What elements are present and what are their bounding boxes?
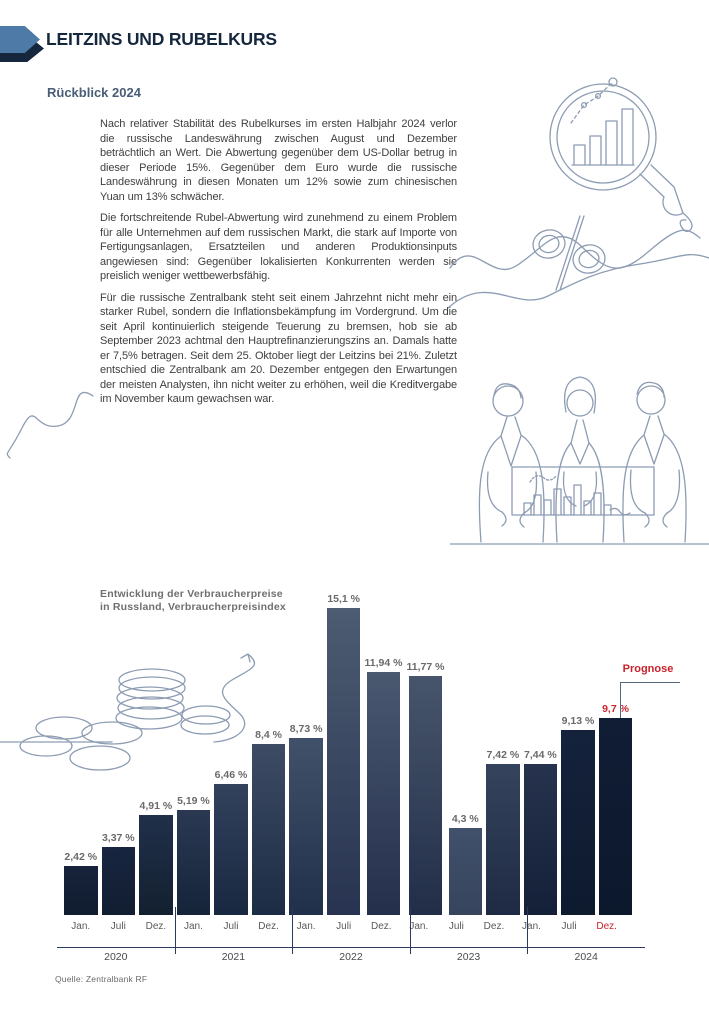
chart-title-line-2: in Russland, Verbraucherpreisindex xyxy=(100,601,286,613)
bar-value-label: 9,13 % xyxy=(561,714,595,727)
month-label: Dez. xyxy=(258,921,279,932)
month-label: Jan. xyxy=(71,921,91,932)
prognose-bracket-vertical xyxy=(620,682,621,718)
bar-column xyxy=(407,661,445,915)
year-label: 2020 xyxy=(104,951,128,963)
bar-value-label: 7,42 % xyxy=(486,749,520,762)
magnifier-handle-icon xyxy=(640,165,683,215)
bar-column xyxy=(64,851,98,915)
month-label: Juli xyxy=(223,921,239,932)
month-label: Dez. xyxy=(483,921,505,932)
bar-column xyxy=(561,715,595,916)
bar xyxy=(449,828,483,915)
month-label: Jan. xyxy=(409,921,429,932)
month-label: Dez. xyxy=(145,921,167,932)
bar-value-label: 11,94 % xyxy=(364,657,403,670)
year-axis-tick xyxy=(292,907,293,954)
paragraph-1: Nach relativer Stabilität des Rubelkurses im ersten Halbjahr 2024 verlor die russische Landeswährung zwischen August und Dezember beträchtlich an Wert. Die Abwertung gegenüber dem US-Dollar betrug in dieser Periode 15%. Gegenüber dem Euro wurde die russische Landeswährung in diesen Monaten um 12% sowie zum chinesischen Yuan um 13% schwächer. xyxy=(100,118,457,203)
wavy-line-lower xyxy=(448,255,709,308)
bar-column xyxy=(214,769,248,915)
mini-bar-chart-icon xyxy=(574,109,633,165)
person-right-icon xyxy=(623,382,686,542)
wavy-line-upper xyxy=(450,230,700,269)
bar xyxy=(486,764,520,915)
magnifier-lens-inner-icon xyxy=(557,91,649,183)
bar-value-label: 11,77 % xyxy=(406,660,445,673)
bar xyxy=(561,730,595,916)
bar xyxy=(367,672,401,915)
banner-arrow-icon xyxy=(0,26,48,66)
month-label: Juli xyxy=(448,921,464,932)
bar-value-label: 7,44 % xyxy=(524,748,557,761)
mini-trend-line xyxy=(571,82,613,123)
month-label: Juli xyxy=(561,921,577,932)
page-title: LEITZINS UND RUBELKURS xyxy=(46,29,277,49)
month-label: Jan. xyxy=(296,921,316,932)
bar xyxy=(214,784,248,915)
bar-column xyxy=(524,749,558,915)
source-note: Quelle: Zentralbank RF xyxy=(55,974,148,984)
month-label: Jan. xyxy=(522,921,541,932)
bar-value-label: 5,19 % xyxy=(177,794,210,807)
section-subtitle: Rückblick 2024 xyxy=(47,85,141,100)
year-axis-tick xyxy=(175,907,176,954)
bar-value-label: 9,7 % xyxy=(602,702,629,715)
bar-value-label: 3,37 % xyxy=(101,831,135,844)
bar-value-label: 4,3 % xyxy=(451,812,479,825)
person-left-icon xyxy=(479,384,544,542)
bar xyxy=(252,744,286,915)
bar-value-label: 4,91 % xyxy=(139,800,173,813)
paragraph-2: Die fortschreitende Rubel-Abwertung wird zunehmend zu einem Problem für alle Unternehmen auf dem russischen Markt, die stark auf Importe von Fertigungsanlagen, Ersatzteilen und anderen Produktionsinputs angewiesen sind: Gegenüber lokalisierten Konkurrenten werden sie preislich weniger wettbewerbsfähig. xyxy=(100,212,457,282)
bar xyxy=(599,718,633,915)
bar xyxy=(64,866,98,915)
bar-value-label: 15,1 % xyxy=(327,593,361,606)
year-axis-tick xyxy=(410,907,411,954)
article-body xyxy=(100,117,457,407)
prognose-bracket-horizontal xyxy=(620,682,680,683)
bar-value-label: 8,73 % xyxy=(289,722,323,735)
bar-column xyxy=(486,749,520,915)
chart-bars xyxy=(64,580,629,915)
bar-column xyxy=(327,593,361,915)
year-axis-tick xyxy=(527,907,528,954)
panel-chart-icon xyxy=(512,467,654,515)
handle-curl xyxy=(680,213,692,231)
paragraph-3: Für die russische Zentralbank steht seit einem Jahrzehnt nicht mehr ein starker Rubel, sondern die Inflationsbekämpfung im Vordergrund. Um die seit April kontinuierlich steigende Teuerung zu bremsen, hob sie ab September 2023 achtmal den Hauptrefinanzierungszins an. Damals hatte er 7,5% betragen. Seit dem 25. Oktober liegt der Leitzins bei 21%. Zuletzt entschied die Zentralbank am 20. Dezember entgegen den Erwartungen der meisten Analysten, ihn nicht weiter zu erhöhen, weil die Kreditvergabe im November kaum gewachsen war. xyxy=(100,291,457,405)
bar-column xyxy=(139,800,173,915)
bar xyxy=(177,810,211,915)
bar-value-label: 8,4 % xyxy=(255,729,282,742)
bar xyxy=(524,764,558,915)
year-label: 2022 xyxy=(339,951,363,963)
month-label: Jan. xyxy=(183,921,203,932)
bar xyxy=(327,608,361,915)
bar-value-label: 6,46 % xyxy=(214,768,248,781)
team-analyzing-chart-illustration xyxy=(450,372,709,562)
year-label: 2024 xyxy=(574,951,598,963)
chart-year-labels xyxy=(57,951,645,963)
month-label: Dez. xyxy=(596,921,617,932)
month-label: Juli xyxy=(110,921,126,932)
percent-sign-icon xyxy=(530,216,607,290)
chart-title-line-1: Entwicklung der Verbraucherpreise xyxy=(100,588,283,600)
person-middle-icon xyxy=(556,377,604,542)
magnifier-chart-and-percent-illustration xyxy=(448,40,709,330)
trend-dot xyxy=(582,103,587,108)
bar-column xyxy=(252,729,286,915)
squiggle-decoration xyxy=(0,380,100,462)
chart-month-labels xyxy=(64,921,624,932)
year-label: 2023 xyxy=(456,951,481,963)
prognose-annotation: Prognose xyxy=(622,663,674,675)
bar xyxy=(139,815,173,915)
month-label: Juli xyxy=(336,921,352,932)
bar-column xyxy=(599,703,633,915)
bar-column xyxy=(365,657,403,915)
bar xyxy=(409,676,443,915)
bar-column xyxy=(289,723,323,915)
year-label: 2021 xyxy=(221,951,246,963)
chart-year-axis xyxy=(57,947,645,948)
bar-column xyxy=(177,795,211,915)
bar xyxy=(102,847,136,916)
month-label: Dez. xyxy=(370,921,392,932)
bar xyxy=(289,738,323,915)
bar-value-label: 2,42 % xyxy=(64,850,98,863)
bar-column xyxy=(449,813,483,915)
bar-column xyxy=(102,832,136,916)
